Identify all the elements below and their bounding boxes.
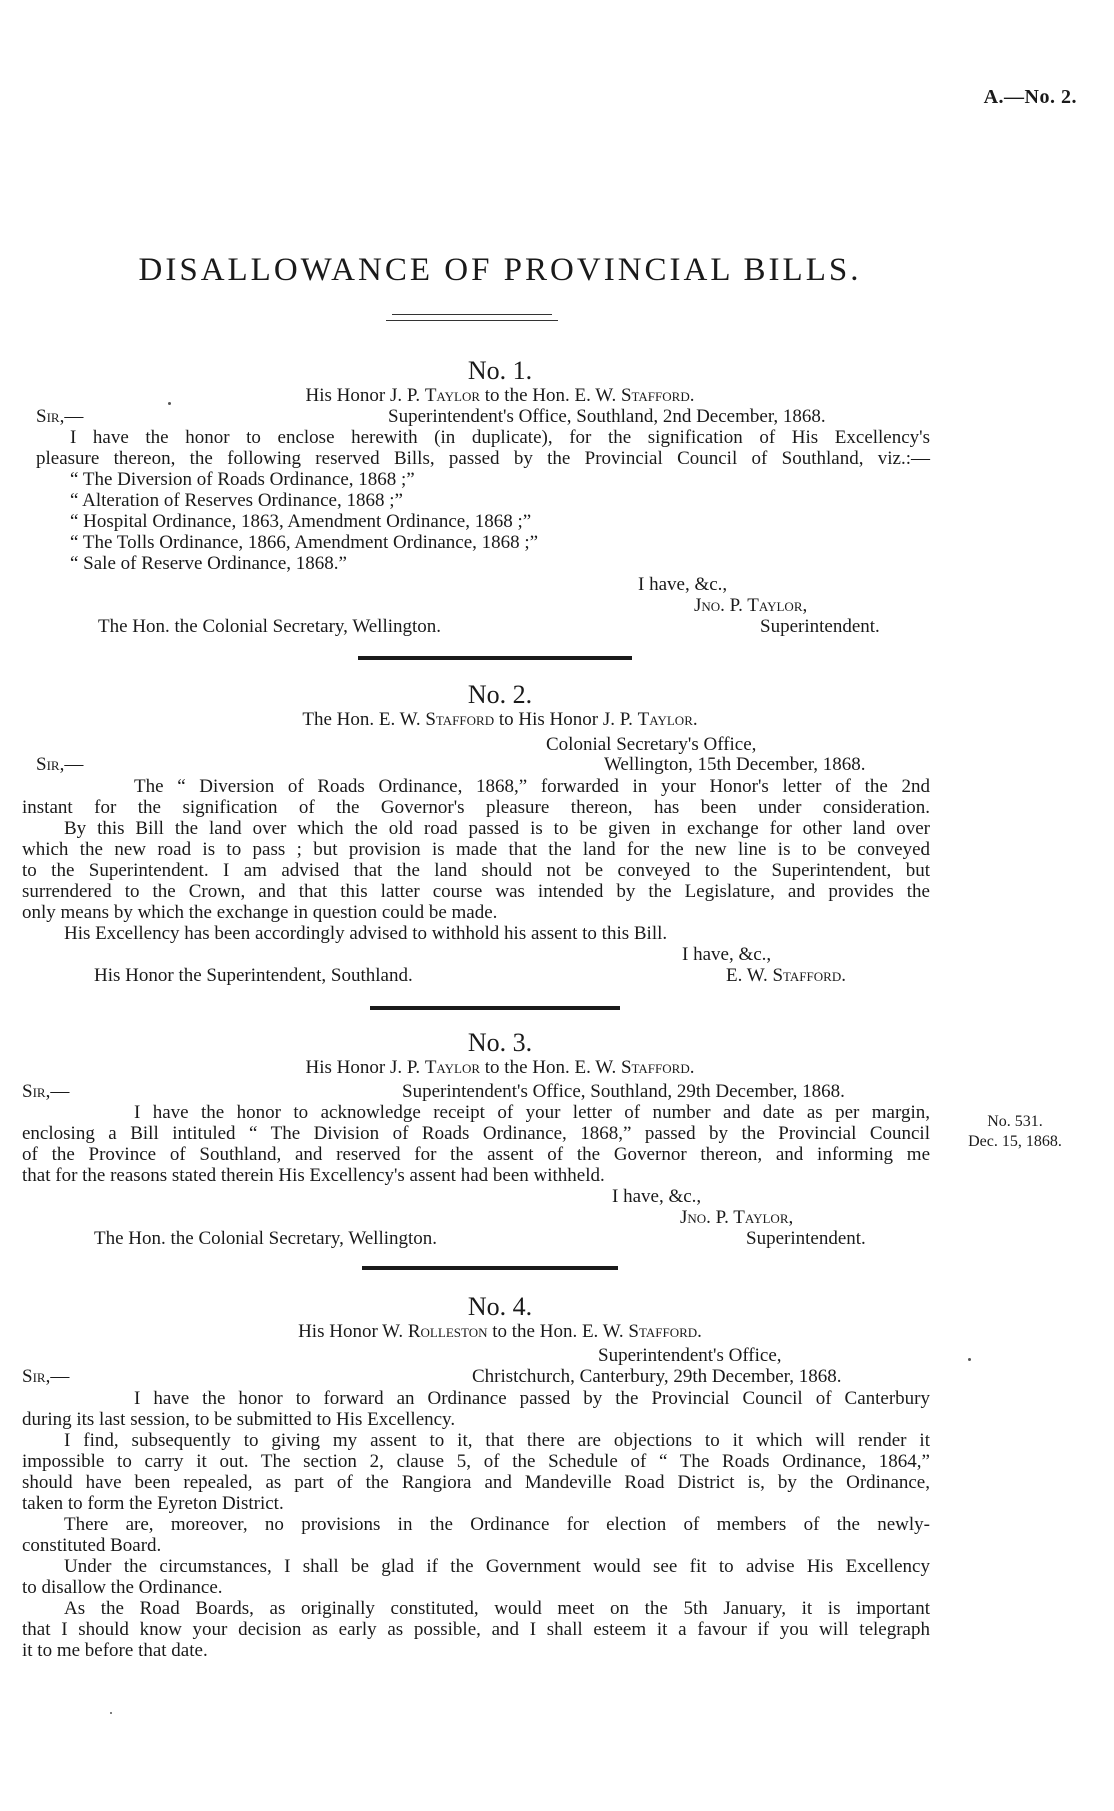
letter-4-heading: His Honor W. Rolleston to the Hon. E. W. Stafford.: [298, 1321, 702, 1342]
letter-4-body-line: There are, moreover, no provisions in the Ordinance for election of members of the newly-: [64, 1514, 930, 1535]
letter-4-body-line: Under the circumstances, I shall be glad if the Government would see fit to advise His Excellency: [64, 1556, 930, 1577]
letter-3-body-line: I have the honor to acknowledge receipt of your letter of number and date as per margin,: [134, 1102, 930, 1123]
letter-1-heading: His Honor J. P. Taylor to the Hon. E. W. Stafford.: [305, 385, 695, 406]
letter-1-body-line: I have the honor to enclose herewith (in duplicate), for the signification of His Excellency's: [70, 427, 930, 448]
letter-4-body-line: that I should know your decision as early as possible, and I shall esteem it a favour if you will telegraph: [22, 1619, 930, 1640]
letter-2-body-line: instant for the signification of the Governor's pleasure thereon, has been under consideration.: [22, 797, 930, 818]
letter-4-body-line: I find, subsequently to giving my assent to it, that there are objections to it which will render it: [64, 1430, 930, 1451]
letter-1-bill-item: “ Alteration of Reserves Ordinance, 1868 ;”: [70, 490, 403, 511]
letter-2-address: Wellington, 15th December, 1868.: [604, 754, 866, 775]
letter-1-bill-item: “ Sale of Reserve Ordinance, 1868.”: [70, 553, 347, 574]
letter-3-body-line: that for the reasons stated therein His Excellency's assent had been withheld.: [22, 1165, 605, 1186]
letter-1-recipient: The Hon. the Colonial Secretary, Wellington.: [98, 616, 442, 637]
title-rule-top: [392, 314, 552, 315]
letter-1-signature-title: Superintendent.: [760, 616, 880, 637]
letter-2-recipient: His Honor the Superintendent, Southland.: [94, 965, 413, 986]
letter-4-body-line: it to me before that date.: [22, 1640, 208, 1661]
letter-2-body-line: His Excellency has been accordingly advised to withhold his assent to this Bill.: [64, 923, 668, 944]
letter-3-number: No. 3.: [467, 1028, 533, 1057]
letter-2-body-line: The “ Diversion of Roads Ordinance, 1868,” forwarded in your Honor's letter of the 2nd: [134, 776, 930, 797]
letter-4-body-line: impossible to carry it out. The section 2, clause 5, of the Schedule of “ The Roads Ordinance, 1864,”: [22, 1451, 930, 1472]
letter-3-body-line: enclosing a Bill intituled “ The Division of Roads Ordinance, 1868,” passed by the Provincial Council: [22, 1123, 930, 1144]
letter-3-closing: I have, &c.,: [612, 1186, 702, 1207]
letter-1-body-line: pleasure thereon, the following reserved Bills, passed by the Provincial Council of Southland, viz.:—: [36, 448, 930, 469]
letter-1-bill-item: “ The Diversion of Roads Ordinance, 1868 ;”: [70, 469, 415, 490]
letter-2-body-line: which the new road is to pass ; but provision is made that the land for the new line is to be conveyed: [22, 839, 930, 860]
letter-2-heading: The Hon. E. W. Stafford to His Honor J. P. Taylor.: [302, 709, 698, 730]
letter-2-closing: I have, &c.,: [682, 944, 772, 965]
page-number: A.—No. 2.: [983, 86, 1077, 108]
letter-1-number: No. 1.: [467, 356, 533, 385]
letter-2-body-line: By this Bill the land over which the old road passed is to be given in exchange for other land over: [64, 818, 930, 839]
letter-1-address: Superintendent's Office, Southland, 2nd December, 1868.: [388, 406, 826, 427]
letter-4-body-line: should have been repealed, as part of the Rangiora and Mandeville Road District is, by the Ordinance,: [22, 1472, 930, 1493]
letter-1-closing: I have, &c.,: [638, 574, 728, 595]
letter-4-body-line: I have the honor to forward an Ordinance passed by the Provincial Council of Canterbury: [134, 1388, 930, 1409]
letter-1-signature: Jno. P. Taylor,: [694, 595, 808, 616]
letter-1-bill-item: “ Hospital Ordinance, 1863, Amendment Ordinance, 1868 ;”: [70, 511, 532, 532]
letter-4-body-line: constituted Board.: [22, 1535, 162, 1556]
letter-3-body-line: of the Province of Southland, and reserved for the assent of the Governor thereon, and informing me: [22, 1144, 930, 1165]
letter-2-number: No. 2.: [467, 680, 533, 709]
letter-3-heading: His Honor J. P. Taylor to the Hon. E. W. Stafford.: [305, 1057, 695, 1078]
letter-2-body-line: only means by which the exchange in question could be made.: [22, 902, 498, 923]
letter-2-salutation: Sir,—: [36, 754, 84, 775]
print-speck: [168, 402, 171, 405]
section-separator: [370, 1006, 620, 1010]
letter-4-body-line: to disallow the Ordinance.: [22, 1577, 223, 1598]
letter-4-number: No. 4.: [467, 1292, 533, 1321]
title-rule-bottom: [386, 320, 558, 321]
section-separator: [362, 1266, 618, 1270]
letter-3-signature-title: Superintendent.: [746, 1228, 866, 1249]
letter-2-signature: E. W. Stafford.: [726, 965, 846, 986]
letter-2-body-line: to the Superintendent. I am advised that the land should not be conveyed to the Superintendent, but: [22, 860, 930, 881]
print-speck: [110, 1712, 112, 1714]
letter-4-address: Christchurch, Canterbury, 29th December, 1868.: [472, 1366, 842, 1387]
print-speck: [968, 1358, 971, 1361]
letter-4-salutation: Sir,—: [22, 1366, 70, 1387]
letter-3-address: Superintendent's Office, Southland, 29th December, 1868.: [402, 1081, 845, 1102]
letter-2-address: Colonial Secretary's Office,: [546, 734, 757, 755]
letter-1-bill-item: “ The Tolls Ordinance, 1866, Amendment Ordinance, 1868 ;”: [70, 532, 539, 553]
letter-3-margin-note-number: No. 531.: [987, 1113, 1043, 1130]
letter-4-body-line: taken to form the Eyreton District.: [22, 1493, 284, 1514]
letter-4-body-line: As the Road Boards, as originally constituted, would meet on the 5th January, it is important: [64, 1598, 930, 1619]
letter-3-salutation: Sir,—: [22, 1081, 70, 1102]
letter-3-signature: Jno. P. Taylor,: [680, 1207, 794, 1228]
letter-2-body-line: surrendered to the Crown, and that this latter course was intended by the Legislature, and provides the: [22, 881, 930, 902]
document-title: DISALLOWANCE OF PROVINCIAL BILLS.: [138, 252, 862, 288]
letter-3-recipient: The Hon. the Colonial Secretary, Wellington.: [94, 1228, 438, 1249]
letter-4-body-line: during its last session, to be submitted to His Excellency.: [22, 1409, 456, 1430]
section-separator: [358, 656, 632, 660]
letter-4-address: Superintendent's Office,: [598, 1345, 782, 1366]
letter-3-margin-note-date: Dec. 15, 1868.: [968, 1133, 1062, 1150]
letter-1-salutation: Sir,—: [36, 406, 84, 427]
